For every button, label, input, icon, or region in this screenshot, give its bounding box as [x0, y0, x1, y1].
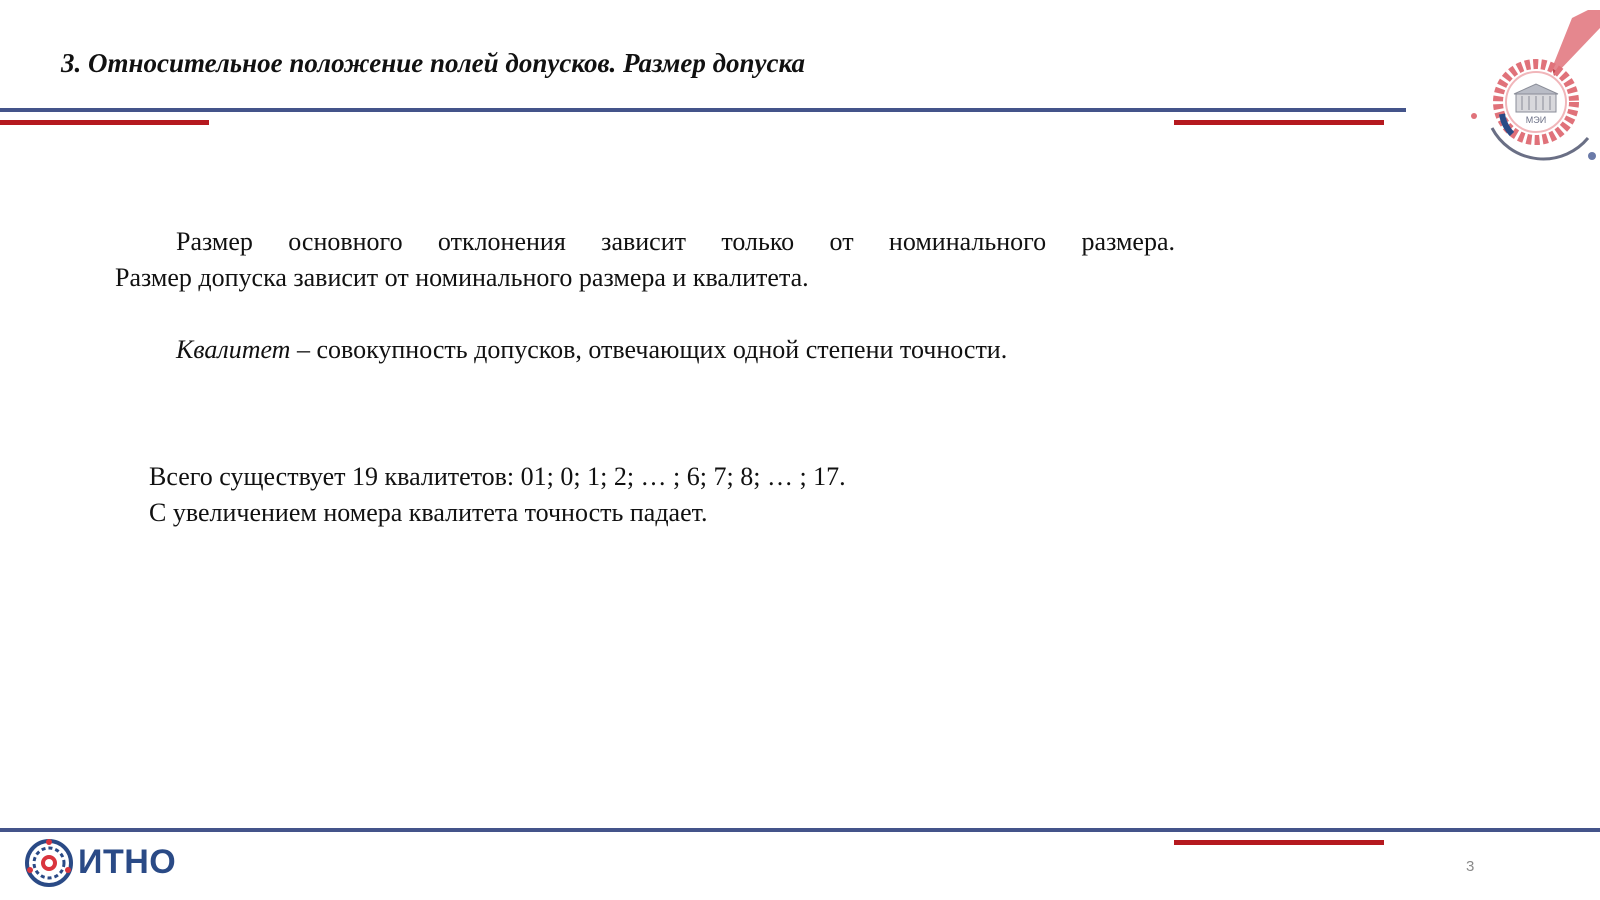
svg-text:МЭИ: МЭИ: [1525, 115, 1547, 125]
header-accent-red-left: [0, 120, 209, 125]
paragraph3-line2: С увеличением номера квалитета точность падает.: [149, 498, 708, 527]
qualitet-term: Квалитет: [176, 335, 291, 364]
paragraph-qualitet-count: [149, 459, 1149, 531]
header-accent-red-right: [1174, 120, 1384, 125]
slide-title: 3. Относительное положение полей допусков. Размер допуска: [61, 48, 805, 78]
footer-divider-blue: [0, 828, 1600, 832]
paragraph-qualitet-definition: [176, 332, 1176, 368]
paragraph3-line1: Всего существует 19 квалитетов: 01; 0; 1; 2; … ; 6; 7; 8; … ; 17.: [149, 462, 846, 491]
header-divider-blue: [0, 108, 1406, 112]
mei-logo-icon: [1468, 10, 1600, 170]
page-number: 3: [1466, 858, 1475, 875]
paragraph1-line1: Размер основного отклонения зависит только от номинального размера.: [176, 227, 1175, 256]
qualitet-definition: – совокупность допусков, отвечающих одной степени точности.: [290, 335, 1008, 364]
paragraph-tolerance-size: [115, 224, 1175, 296]
footer-accent-red: [1174, 840, 1384, 845]
itno-logo-text: ИТНО: [78, 843, 177, 881]
paragraph1-line2: Размер допуска зависит от номинального размера и квалитета.: [115, 263, 809, 292]
